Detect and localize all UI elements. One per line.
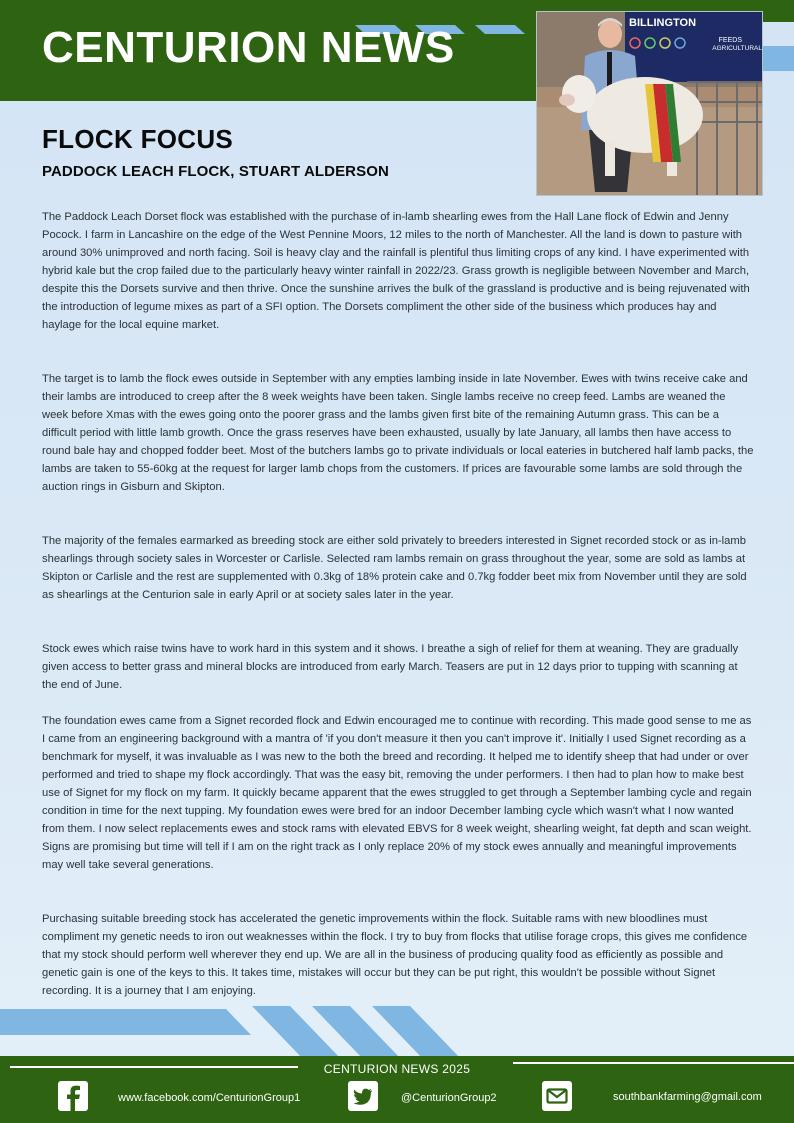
article-subtitle: PADDOCK LEACH FLOCK, STUART ALDERSON	[42, 163, 389, 180]
svg-text:FEEDS: FEEDS	[718, 37, 742, 44]
section-title: FLOCK FOCUS	[42, 124, 234, 154]
facebook-icon[interactable]	[58, 1081, 88, 1111]
twitter-icon[interactable]	[348, 1081, 378, 1111]
article-paragraph: The target is to lamb the flock ewes outside in September with any empties lambing inside in late November. Ewes with twins receive cake and their lambs are introduced to creep after the 8 week weights have been taken. Single lambs receive no creep feed. Lambs are weaned the week before Xmas with the ewes going onto the poorer grass and the lambs given first bite of the remaining Autumn grass. This can be a difficult period with little lamb growth. Once the grass reserves have been exhausted, usually by late January, all lambs then have access to round bale hay and chopped fodder beet. Most of the butchers lambs go to private individuals or local eateries in butchered half lamb packs, the lambs are taken to 55-60kg at the request for larger lamb chops from the customers. If prices are favourable some lambs are sold through the auction rings in Gisburn and Skipton.	[42, 373, 754, 493]
footer-title: CENTURION NEWS 2025	[323, 1062, 471, 1076]
facebook-link[interactable]: www.facebook.com/CenturionGroup1	[118, 1092, 301, 1104]
article-paragraph: Stock ewes which raise twins have to work hard in this system and it shows. I breathe a sigh of relief for them at weaning. They are gradually given access to better grass and mineral blocks are introduced from early March. Teasers are put in 12 days prior to tupping with scanning at the end of June.	[42, 643, 739, 691]
article-paragraph: The majority of the females earmarked as breeding stock are either sold privately to breeders interested in Signet recorded stock or as in-lamb shearlings through society sales in Worcester or Carlisle. Selected ram lambs remain on grass throughout the year, some are sold as lambs at Skipton or Carlisle and the rest are supplemented with 0.3kg of 18% protein cake and 0.7kg fodder beet mix from November until they are sold as shearlings at the Centurion sale in early April or at society sales later in the year.	[42, 535, 747, 601]
twitter-link[interactable]: @CenturionGroup2	[401, 1092, 497, 1104]
email-link[interactable]: southbankfarming@gmail.com	[613, 1091, 762, 1103]
article-paragraph: The foundation ewes came from a Signet recorded flock and Edwin encouraged me to continue with recording. This made good sense to me as I came from an engineering background with a mantra of 'if you don't measure it then you can't improve it'. Initially I used Signet recording as a benchmark for myself, it was invaluable as I was new to the both the breed and recording. It helped me to identify sheep that had under or over performed and tried to shape my flock accordingly. That was the easy bit, removing the under performers. I then had to plan how to make best use of Signet for my flock on my farm. It quickly became apparent that the ewes struggled to get through a September lambing cycle and regain condition in time for the next tupping. My foundation ewes were bred for an indoor December lambing cycle which wasn't what I now wanted from them. I now select replacements ewes and stock rams with elevated EBVS for 8 week weight, shearling weight, fat depth and scan weight. Signs are promising but time will tell if I am on the right track as I only replace 20% of my stock ewes annually and meaningful improvements may well take several generations.	[42, 715, 752, 871]
article-paragraph: Purchasing suitable breeding stock has accelerated the genetic improvements within the flock. Suitable rams with new bloodlines must compliment my genetic needs to iron out weaknesses within the flock. I try to buy from flocks that utilise forage crops, this gives me confidence that my stock should perform well wherever they end up. We are all in the business of producing quality food as efficiently as possible and genetic gain is one of the keys to this. It takes time, mistakes will occur but they can be put right, this wouldn't be possible without Signet recording. It is a journey that I am enjoying.	[42, 913, 748, 997]
farmer-with-ram-photo	[536, 11, 763, 196]
svg-text:AGRICULTURAL: AGRICULTURAL	[712, 45, 762, 52]
footer-stripes	[0, 1000, 794, 1060]
svg-text:BILLINGTON: BILLINGTON	[629, 17, 697, 29]
article-paragraph: The Paddock Leach Dorset flock was established with the purchase of in-lamb shearling ewes from the Hall Lane flock of Edwin and Jenny Pocock. I farm in Lancashire on the edge of the West Pennine Moors, 12 miles to the north of Manchester. All the land is down to pasture with around 30% unimproved and north facing. Soil is heavy clay and the rainfall is plentiful thus limiting crops of any kind. I have experimented with hybrid kale but the crop failed due to the particularly heavy winter rainfall in 2022/23. Grass growth is negligible between November and March, despite this the Dorsets survive and then thrive. Once the sunshine arrives the bulk of the grassland is productive and is being rejuvenated with the introduction of legume mixes as part of a SFI option. The Dorsets compliment the other side of the business which produces hay and haylage for the local equine market.	[42, 211, 750, 331]
email-icon[interactable]	[542, 1081, 572, 1111]
newsletter-title: CENTURION NEWS	[42, 23, 455, 72]
